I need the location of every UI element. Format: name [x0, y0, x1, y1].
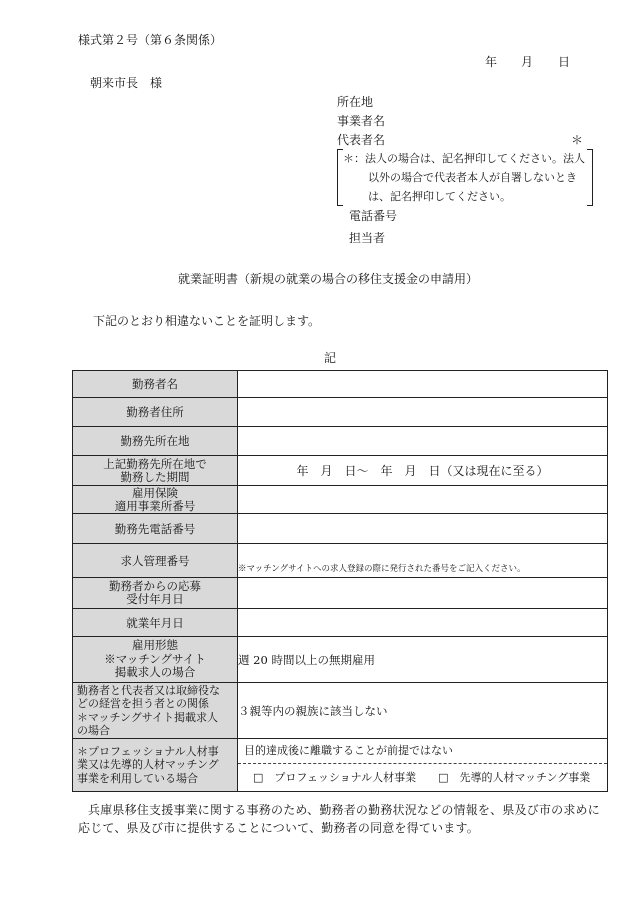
label-text: 勤務先所在地 — [120, 434, 190, 448]
date-day-label: 日 — [558, 55, 571, 69]
label-employment-start-date — [73, 609, 238, 637]
label-text: 勤務した期間 — [120, 469, 190, 484]
addressee: 朝来市長 様 — [90, 76, 163, 90]
value-workplace-phone — [238, 514, 608, 544]
ki-heading: 記 — [324, 351, 337, 365]
employment-certificate-table — [72, 370, 608, 792]
label-text: 雇用保険 — [132, 485, 178, 500]
label-employment-period — [73, 456, 238, 486]
row-relationship-with-management — [73, 683, 608, 739]
label-worker-name — [73, 371, 238, 398]
label-employment-insurance-number — [73, 486, 238, 514]
business-name-label: 事業者名 — [337, 114, 386, 128]
label-text: ※マッチングサイト — [104, 651, 206, 666]
row-employment-type — [73, 637, 608, 683]
label-matching-program-use — [73, 739, 238, 792]
label-employment-type — [73, 637, 238, 683]
label-text: 勤務者からの応募 — [109, 579, 201, 593]
value-workplace-address — [238, 427, 608, 456]
row-job-posting-number — [73, 544, 608, 578]
signature-note-line: ＊：法人の場合は、記名押印してください。法人 — [343, 152, 585, 165]
label-text: 勤務者名 — [132, 377, 178, 391]
label-job-posting-number — [73, 544, 238, 578]
contact-person-label: 担当者 — [349, 231, 386, 245]
value-employment-insurance-number — [238, 486, 608, 514]
option-professional-talent: プロフェッショナル人材事業 — [274, 771, 417, 784]
date-year-label: 年 — [485, 55, 498, 69]
row-worker-address — [73, 398, 608, 427]
certification-statement: 下記のとおり相違ないことを証明します。 — [93, 314, 321, 328]
matching-program-options — [238, 763, 607, 791]
value-matching-program-use — [238, 739, 608, 792]
consent-line: 応じて、県及び市に提供することについて、勤務者の同意を得ています。 — [78, 821, 479, 835]
label-text: の場合 — [77, 724, 110, 737]
label-workplace-address — [73, 427, 238, 456]
label-workplace-phone — [73, 514, 238, 544]
value-employment-period: 年 月 日～ 年 月 日（又は現在に至る） — [238, 456, 608, 486]
value-application-received-date — [238, 578, 608, 609]
checkbox-icon: □ — [438, 771, 449, 784]
value-job-posting-number — [238, 544, 608, 578]
phone-label: 電話番号 — [349, 209, 398, 223]
label-text: ＊プロフェッショナル人材事 — [77, 744, 219, 758]
checkbox-icon: □ — [253, 771, 264, 784]
label-text: どの経営を担う者との関係 — [77, 697, 209, 710]
row-worker-name — [73, 371, 608, 398]
value-employment-type: 週 20 時間以上の無期雇用 — [238, 637, 608, 683]
label-text: 勤務者と代表者又は取締役な — [77, 683, 220, 697]
seal-mark: ＊ — [571, 133, 584, 147]
label-text: 上記勤務先所在地で — [103, 456, 207, 471]
row-employment-start-date — [73, 609, 608, 637]
label-text: 事業を利用している場合 — [77, 771, 198, 785]
job-posting-number-note: ※マッチングサイトへの求人登録の際に発行された番号をご記入ください。 — [238, 564, 526, 574]
label-text: 就業年月日 — [126, 615, 184, 630]
signature-note-line: 以外の場合で代表者本人が自署しないとき — [368, 171, 577, 184]
label-text: 受付年月日 — [126, 592, 184, 606]
row-workplace-phone — [73, 514, 608, 544]
consent-line: 兵庫県移住支援事業に関する事務のため、勤務者の勤務状況などの情報を、県及び市の求めに — [88, 803, 600, 817]
label-text: 業又は先導的人材マッチング — [77, 758, 219, 772]
row-matching-program-use — [73, 739, 608, 792]
right-bracket — [587, 149, 593, 206]
date-month-label: 月 — [521, 55, 534, 69]
signature-note-line: は、記名押印してください。 — [368, 190, 511, 203]
label-text: 勤務者住所 — [126, 405, 184, 419]
row-workplace-address — [73, 427, 608, 456]
representative-name-label: 代表者名 — [337, 133, 386, 147]
row-employment-period — [73, 456, 608, 486]
value-worker-address — [238, 398, 608, 427]
label-worker-address — [73, 398, 238, 427]
applicant-address-label: 所在地 — [337, 95, 374, 109]
signature-note — [337, 149, 593, 206]
value-relationship-with-management: ３親等内の親族に該当しない — [238, 683, 608, 739]
option-leading-talent-matching: 先導的人材マッチング事業 — [459, 771, 591, 784]
label-text: 適用事業所番号 — [114, 498, 196, 513]
document-title: 就業証明書（新規の就業の場合の移住支援金の申請用） — [178, 272, 479, 286]
label-relationship-with-management — [73, 683, 238, 739]
label-text: ＊マッチングサイト掲載求人 — [77, 710, 219, 724]
row-employment-insurance-number — [73, 486, 608, 514]
label-text: 掲載求人の場合 — [114, 665, 196, 680]
consent-paragraph — [78, 801, 600, 837]
label-text: 勤務先電話番号 — [114, 521, 196, 536]
row-application-received-date — [73, 578, 608, 609]
matching-condition-text: 目的達成後に離職することが前提ではない — [244, 744, 453, 757]
label-text: 雇用形態 — [132, 638, 178, 653]
form-number: 様式第２号（第６条関係） — [78, 33, 223, 47]
label-text: 求人管理番号 — [120, 553, 190, 568]
value-worker-name — [238, 371, 608, 398]
label-application-received-date — [73, 578, 238, 609]
value-employment-start-date — [238, 609, 608, 637]
